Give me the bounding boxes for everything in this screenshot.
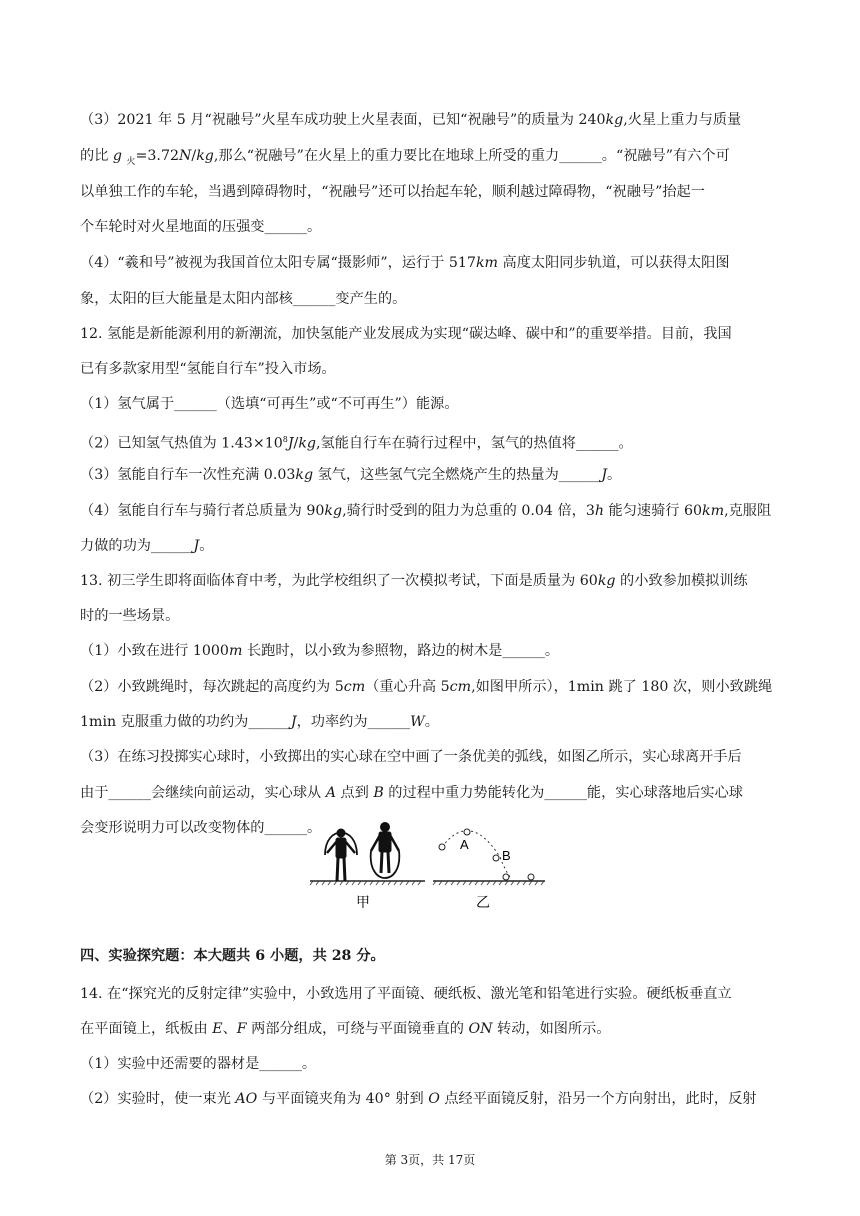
- text-line: 的比 g $_火$=3.72N/kg,那么“祝融号”在火星上的重力要比在地球上所受的重力______。“祝融号”有六个可: [80, 148, 730, 167]
- figure-rope-skipping-and-ball-throw: [305, 815, 555, 915]
- text-line: 13. 初三学生即将面临体育中考，为此学校组织了一次模拟考试，下面是质量为 60kg 的小致参加模拟训练: [80, 573, 748, 589]
- text-line: 会变形说明力可以改变物体的______。: [80, 820, 322, 836]
- text-line: 1min 克服重力做的功约为______J，功率约为______W。: [80, 714, 439, 730]
- page-footer: 第 3页，共 17页: [384, 1153, 476, 1167]
- ball-top: [464, 829, 470, 835]
- caption-yi: 乙: [476, 895, 490, 911]
- text-line: （2）已知氢气热值为 $1.43\times 10^8J/kg$,氢能自行车在骑行过程中，氢气的热值将______。: [80, 435, 633, 452]
- jumper-standing: [325, 829, 357, 881]
- text-line: 12. 氢能是新能源利用的新潮流，加快氢能产业发展成为实现“碳达峰、碳中和”的重要举措。目前，我国: [80, 326, 732, 342]
- text-line: （1）氢气属于______（选填“可再生”或“不可再生”）能源。: [80, 396, 459, 412]
- ball-rolled: [528, 874, 534, 880]
- text-line: （3）2021 年 5 月“祝融号”火星车成功驶上火星表面，已知“祝融号”的质量为 240kg,火星上重力与质量: [80, 112, 742, 128]
- text-line: 个车轮时对火星地面的压强变______。: [80, 219, 322, 235]
- text-line: （4）氢能自行车与骑行者总质量为 90kg,骑行时受到的阻力为总重的 0.04 倍，3h 能匀速骑行 60km,克服阻: [80, 503, 772, 519]
- ground-left: [310, 881, 425, 885]
- text-line: （3）氢能自行车一次性充满 0.03kg 氢气，这些氢气完全燃烧产生的热量为______J。: [80, 467, 622, 483]
- text-line: （2）小致跳绳时，每次跳起的高度约为 5cm（重心升高 5cm,如图甲所示），1min 跳了 180 次，则小致跳绳: [80, 679, 773, 695]
- text-line: 时的一些场景。: [80, 608, 180, 624]
- text-line: （1）实验中还需要的器材是______。: [80, 1056, 317, 1072]
- label-a: A: [460, 837, 469, 852]
- caption-jia: 甲: [356, 895, 370, 911]
- text-line: （3）在练习投掷实心球时，小致掷出的实心球在空中画了一条优美的弧线，如图乙所示，实心球离开手后: [80, 749, 742, 765]
- ball-start: [439, 844, 445, 850]
- ball-b: [493, 855, 499, 861]
- text-line: 以单独工作的车轮，当遇到障碍物时，“祝融号”还可以抬起车轮，顺利越过障碍物，“祝融号”抬起一: [80, 184, 705, 200]
- text-line: 14. 在“探究光的反射定律”实验中，小致选用了平面镜、硬纸板、激光笔和铅笔进行实验。硬纸板垂直立: [80, 986, 732, 1002]
- label-b: B: [502, 848, 511, 863]
- text-line: 象，太阳的巨大能量是太阳内部核______变产生的。: [80, 291, 407, 307]
- text-line: （4）“羲和号”被视为我国首位太阳专属“摄影师”，运行于 517km 高度太阳同步轨道，可以获得太阳图: [80, 255, 730, 271]
- text-line: （2）实验时，使一束光 AO 与平面镜夹角为 40° 射到 O 点经平面镜反射，沿另一个方向射出，此时，反射: [80, 1091, 757, 1107]
- text-line: （1）小致在进行 1000m 长跑时，以小致为参照物，路边的树木是______。: [80, 643, 560, 659]
- jumper-jumping: [371, 823, 400, 879]
- text-line: 已有多款家用型“氢能自行车”投入市场。: [80, 361, 336, 377]
- text-line: 在平面镜上，纸板由 E、F 两部分组成，可绕与平面镜垂直的 ON 转动，如图所示。: [80, 1021, 611, 1037]
- ground-right: [433, 881, 545, 885]
- ball-trajectory: [439, 829, 534, 880]
- text-line: 由于______会继续向前运动，实心球从 A 点到 B 的过程中重力势能转化为______能，实心球落地后实心球: [80, 785, 743, 801]
- section-heading: 四、实验探究题：本大题共 6 小题，共 28 分。: [80, 948, 385, 964]
- text-line: 力做的功为______J。: [80, 538, 214, 554]
- ball-landing: [503, 874, 509, 880]
